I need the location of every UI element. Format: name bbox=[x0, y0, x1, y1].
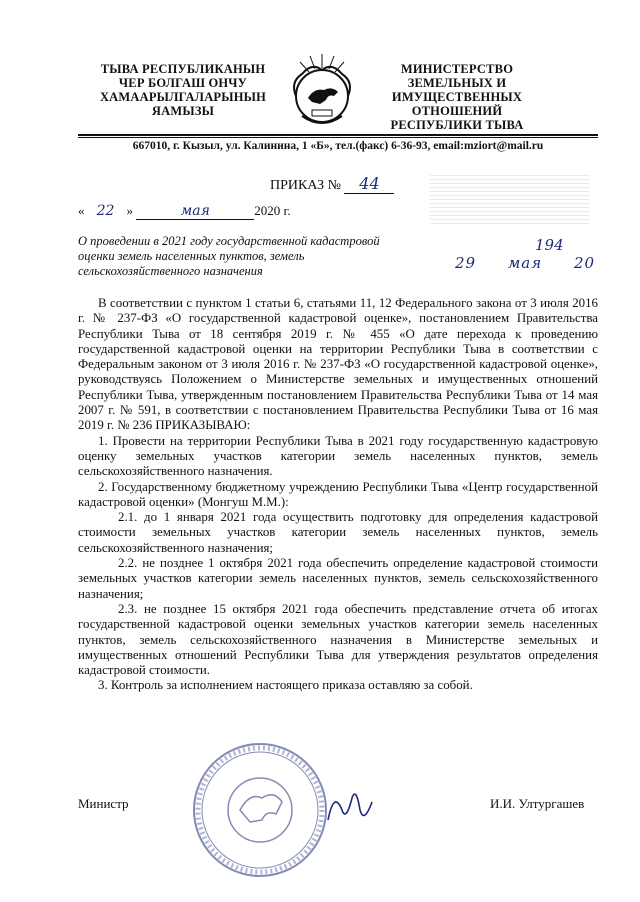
registration-stamp bbox=[430, 172, 590, 224]
order-number: 44 bbox=[344, 174, 394, 194]
date-month: мая bbox=[136, 203, 254, 220]
date-day: 22 bbox=[96, 203, 115, 219]
item-2-1: 2.1. до 1 января 2021 года осуществить подготовку для определения кадастровой стоимости земельных участков категории земель населенных пунктов, земель сельскохозяйственного назначения; bbox=[78, 510, 598, 555]
header-right-line: МИНИСТЕРСТВО bbox=[400, 62, 514, 76]
date-year: 2020 г. bbox=[254, 203, 291, 218]
address-line: 667010, г. Кызыл, ул. Калинина, 1 «Б», тел.(факс) 6-36-93, email:mziort@mail.ru bbox=[132, 140, 544, 152]
order-title bbox=[270, 174, 394, 194]
header-right-block bbox=[352, 62, 562, 132]
item-2: 2. Государственному бюджетному учреждению Республики Тыва «Центр государственной кадастровой оценки» (Монгуш М.М.): bbox=[78, 479, 598, 509]
order-subject: О проведении в 2021 году государственной кадастровой оценки земель населенных пунктов, земель сельскохозяйственного назначения bbox=[78, 234, 380, 278]
signatory-name: И.И. Ултургашев bbox=[490, 796, 585, 811]
header-right-line: ЗЕМЕЛЬНЫХ И ИМУЩЕСТВЕННЫХ bbox=[391, 76, 523, 104]
registration-year: 20 bbox=[573, 254, 596, 272]
preamble-paragraph: В соответствии с пунктом 1 статьи 6, статьями 11, 12 Федерального закона от 3 июля 2016 г. № 237-ФЗ «О государственной кадастровой оценке», постановлением Правительства Республики Тыва от 18 сентября 2019 г. № 455 «О дате перехода к проведению государственной кадастровой оценки на территории Республики Тыва в соответствии с Федеральным законом от 3 июля 2016 г. № 237-ФЗ «О государственной кадастровой оценке», руководствуясь Положением о Министерстве земельных и имущественных отношений Республики Тыва, утвержденным постановлением Правительства Республики Тыва от 14 мая 2007 г. № 591, в соответствии с постановлением Правительства Республики Тыва от 16 мая 2019 г. № 236 ПРИКАЗЫВАЮ: bbox=[78, 296, 598, 433]
official-seal bbox=[190, 740, 330, 880]
header-divider bbox=[78, 134, 598, 136]
item-1: 1. Провести на территории Республики Тыва в 2021 году государственную кадастровую оценку земельных участков категории земель населенных пунктов, земель сельскохозяйственного назначения. bbox=[78, 433, 598, 479]
item-2-2: 2.2. не позднее 1 октября 2021 года обеспечить определение кадастровой стоимости земельных участков категории земель населенных пунктов, земель сельскохозяйственного назначения; bbox=[78, 556, 598, 601]
order-body bbox=[78, 296, 598, 694]
signature-icon bbox=[320, 780, 380, 830]
signatory-position: Министр bbox=[78, 796, 129, 811]
header-right-line: ОТНОШЕНИЙ bbox=[411, 104, 503, 118]
order-date bbox=[78, 203, 291, 220]
registration-date bbox=[455, 254, 621, 272]
item-3: 3. Контроль за исполнением настоящего приказа оставляю за собой. bbox=[98, 678, 473, 693]
date-quote-open: « bbox=[78, 203, 85, 218]
date-quote-close: » bbox=[126, 203, 133, 218]
header-left-line: ХАМААРЫЛГАЛАРЫНЫН bbox=[99, 90, 267, 104]
header-right-line: РЕСПУБЛИКИ ТЫВА bbox=[390, 118, 524, 132]
header-divider-thin bbox=[78, 137, 598, 138]
header-left-line: ТЫВА РЕСПУБЛИКАНЫН bbox=[100, 62, 266, 76]
registration-day: 29 bbox=[455, 254, 477, 272]
header-left-block bbox=[78, 62, 288, 118]
order-label: ПРИКАЗ № bbox=[270, 178, 341, 193]
emblem-logo bbox=[282, 52, 362, 136]
registration-number: 194 bbox=[535, 236, 564, 254]
header-left-line: ЧЕР БОЛГАШ ОНЧУ bbox=[118, 76, 248, 90]
header-left-line: ЯАМЫЗЫ bbox=[151, 104, 215, 118]
registration-month: мая bbox=[507, 254, 543, 272]
item-2-3: 2.3. не позднее 15 октября 2021 года обеспечить представление отчета об итогах государственной кадастровой оценки земельных участков категории земель населенных пунктов, земель сельскохозяйственного назначения в Министерстве земельных и имущественных отношений Республики Тыва для утверждения результатов определения кадастровой стоимости. bbox=[78, 601, 598, 678]
